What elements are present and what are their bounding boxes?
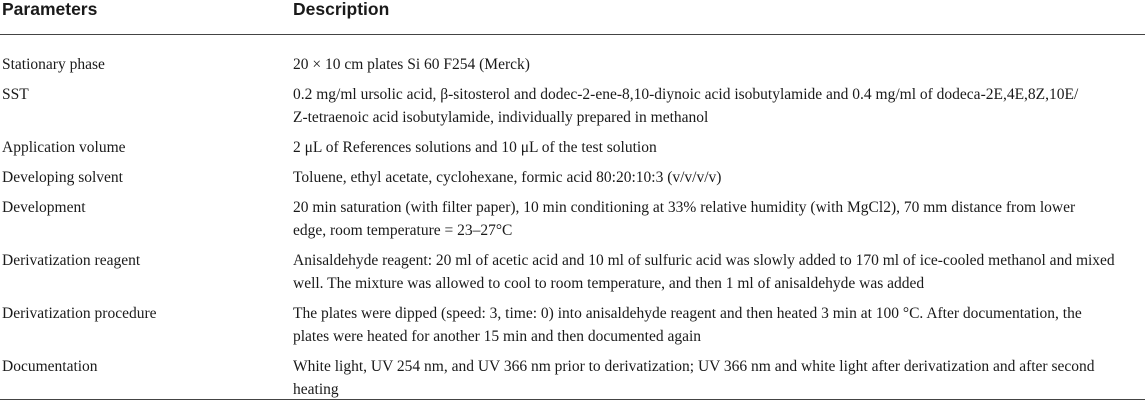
parameter-cell: Stationary phase	[0, 35, 293, 84]
description-cell: 2 μL of References solutions and 10 μL of the test solution	[293, 136, 1145, 166]
table-row	[0, 166, 1145, 196]
parameter-cell: Developing solvent	[0, 166, 293, 196]
table-bottom-rule	[0, 399, 1145, 400]
table-row	[0, 249, 1145, 302]
description-cell	[293, 83, 1145, 136]
description-line: edge, room temperature = 23–27°C	[293, 222, 512, 239]
description-line: White light, UV 254 nm, and UV 366 nm prior to derivatization; UV 366 nm and white light after derivatization and after second	[293, 358, 1095, 375]
parameter-cell: Documentation	[0, 355, 293, 412]
table-row	[0, 302, 1145, 355]
description-cell	[293, 249, 1145, 302]
table-row	[0, 355, 1145, 412]
table-header	[0, 0, 1145, 35]
description-line: 0.2 mg/ml ursolic acid, β-sitosterol and dodec-2-ene-8,10-diynoic acid isobutylamide and 0.4 mg/ml of dodeca-2E,4E,8Z,10E/	[293, 86, 1078, 103]
header-row	[0, 0, 1145, 35]
description-cell	[293, 302, 1145, 355]
description-cell: Toluene, ethyl acetate, cyclohexane, formic acid 80:20:10:3 (v/v/v/v)	[293, 166, 1145, 196]
description-line: well. The mixture was allowed to cool to room temperature, and then 1 ml of anisaldehyde was added	[293, 275, 924, 292]
parameter-cell: SST	[0, 83, 293, 136]
parameter-cell: Development	[0, 196, 293, 249]
parameter-cell: Application volume	[0, 136, 293, 166]
table-row	[0, 83, 1145, 136]
description-line: Z-tetraenoic acid isobutylamide, individually prepared in methanol	[293, 109, 708, 126]
description-line: The plates were dipped (speed: 3, time: 0) into anisaldehyde reagent and then heated 3 min at 100 °C. After documentation, the	[293, 305, 1082, 322]
header-parameters: Parameters	[0, 0, 293, 35]
parameter-cell: Derivatization procedure	[0, 302, 293, 355]
description-cell	[293, 196, 1145, 249]
table-row	[0, 35, 1145, 84]
description-line: plates were heated for another 15 min and then documented again	[293, 328, 701, 345]
description-cell: 20 × 10 cm plates Si 60 F254 (Merck)	[293, 35, 1145, 84]
table-row	[0, 196, 1145, 249]
header-description: Description	[293, 0, 1145, 35]
description-cell	[293, 355, 1145, 412]
parameter-cell: Derivatization reagent	[0, 249, 293, 302]
description-line: Anisaldehyde reagent: 20 ml of acetic acid and 10 ml of sulfuric acid was slowly added to 170 ml of ice-cooled methanol and mixed	[293, 252, 1115, 269]
description-line: heating	[293, 381, 339, 398]
description-line: 20 min saturation (with filter paper), 10 min conditioning at 33% relative humidity (with MgCl2), 70 mm distance from lower	[293, 199, 1075, 216]
table-row	[0, 136, 1145, 166]
table-body	[0, 35, 1145, 412]
